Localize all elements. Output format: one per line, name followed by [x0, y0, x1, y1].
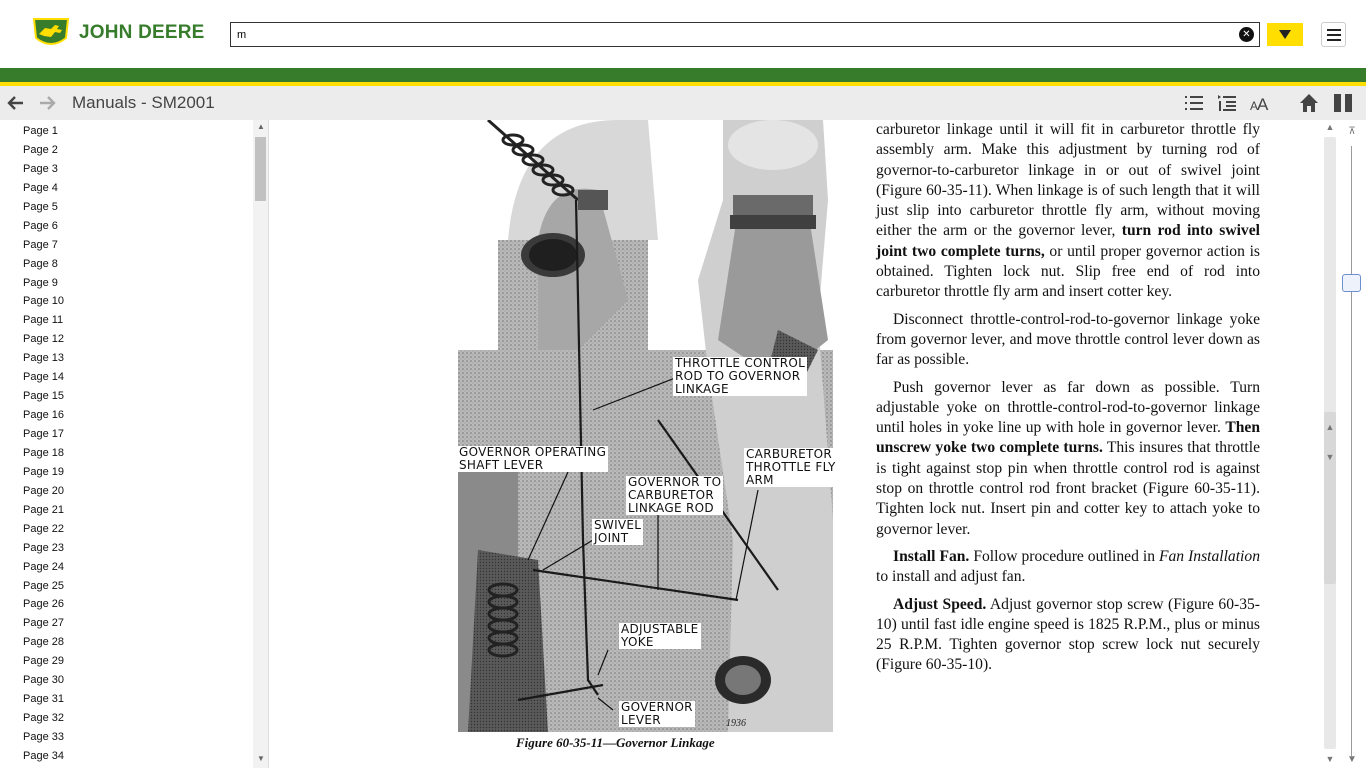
slider-top-icon[interactable]: ⊼ — [1348, 126, 1356, 137]
search-input[interactable] — [231, 23, 1231, 46]
page-list-item[interactable]: Page 26 — [23, 598, 64, 611]
toolbar — [0, 86, 1366, 120]
page-list-item[interactable]: Page 5 — [23, 200, 58, 213]
search-options-button[interactable] — [1267, 23, 1303, 46]
page-list-item[interactable]: Page 23 — [23, 541, 64, 554]
breadcrumb: Manuals - SM2001 — [72, 93, 215, 112]
slider-bottom-icon[interactable]: ▼ — [1347, 754, 1357, 765]
arrow-left-icon[interactable] — [7, 94, 25, 112]
page-list-item[interactable]: Page 27 — [23, 617, 64, 630]
page-list-item[interactable]: Page 22 — [23, 522, 64, 535]
page-list-item[interactable]: Page 33 — [23, 731, 64, 743]
sidebar-scrollbar[interactable] — [253, 120, 269, 768]
paragraph: Disconnect throttle-control-rod-to-governor linkage yoke from governor lever, and move throttle control lever down as far as possible. — [876, 310, 1260, 369]
scroll-up-icon[interactable]: ▲ — [1325, 122, 1335, 132]
manual-text — [876, 120, 1260, 683]
page-list-item[interactable]: Page 24 — [23, 560, 64, 573]
sidebar-scroll-thumb[interactable] — [255, 137, 266, 201]
scroll-down-icon[interactable]: ▼ — [257, 754, 265, 763]
paragraph: Install Fan. Follow procedure outlined in Fan Installation to install and adjust fan. — [876, 547, 1260, 586]
document-scrollbar[interactable] — [1320, 120, 1366, 768]
pause-icon[interactable] — [1333, 93, 1353, 113]
list-icon[interactable] — [1184, 93, 1204, 113]
deer-logo-icon — [31, 16, 71, 50]
scroll-down-icon[interactable]: ▼ — [1325, 754, 1335, 764]
page-list-item[interactable]: Page 14 — [23, 371, 64, 384]
scroll-thumb[interactable] — [1324, 412, 1336, 584]
main-menu-button[interactable] — [1321, 22, 1346, 47]
brand-name: JOHN DEERE — [79, 22, 205, 43]
page-list-item[interactable]: Page 3 — [23, 162, 58, 175]
page-list-item[interactable]: Page 15 — [23, 390, 64, 403]
label-swivel-joint: SWIVEL JOINT — [594, 518, 642, 545]
hamburger-icon — [1327, 29, 1341, 41]
page-list-item[interactable]: Page 17 — [23, 428, 64, 440]
page-list-item[interactable]: Page 28 — [23, 636, 64, 649]
page-list-item[interactable]: Page 12 — [23, 333, 64, 346]
page-sidebar — [0, 120, 269, 768]
page-list-item[interactable]: Page 19 — [23, 465, 64, 478]
page-list-item[interactable]: Page 16 — [23, 409, 64, 422]
page-list-item[interactable]: Page 30 — [23, 674, 64, 687]
page-list-item[interactable]: Page 21 — [23, 503, 64, 516]
page-list-item[interactable]: Page 18 — [23, 446, 64, 459]
font-size-icon[interactable] — [1250, 93, 1270, 113]
page-list-item[interactable]: Page 9 — [23, 276, 58, 289]
header-green-stripe — [0, 68, 1366, 82]
page-list-item[interactable]: Page 2 — [23, 143, 58, 156]
page-slider-track — [1351, 146, 1352, 756]
arrow-right-icon[interactable] — [38, 94, 56, 112]
toc-icon[interactable] — [1217, 93, 1237, 113]
john-deere-logo[interactable] — [31, 16, 205, 50]
scroll-up-small-icon[interactable]: ▲ — [1325, 422, 1335, 432]
svg-text:A: A — [1250, 99, 1259, 113]
page-list-item[interactable]: Page 7 — [23, 238, 58, 251]
search-box — [230, 22, 1260, 47]
clear-icon[interactable]: ✕ — [1239, 27, 1254, 42]
page-list — [23, 123, 64, 767]
paragraph: Adjust Speed. Adjust governor stop screw (Figure 60-35-10) until fast idle engine speed is 1825 R.P.M., plus or minus 25 R.P.M. Tighten governor stop screw lock nut securely (Figure 60-35-10). — [876, 595, 1261, 674]
document-viewer — [270, 120, 1320, 768]
figure-caption: Figure 60-35-11—Governor Linkage — [516, 735, 715, 750]
page-list-item[interactable]: Page 10 — [23, 295, 64, 308]
page-list-item[interactable]: Page 4 — [23, 181, 58, 194]
page-list-item[interactable]: Page 25 — [23, 579, 64, 592]
page-list-item[interactable]: Page 1 — [23, 125, 58, 137]
page-slider-handle[interactable] — [1342, 274, 1361, 292]
app-header — [0, 0, 1366, 68]
scroll-up-icon[interactable]: ▲ — [257, 122, 265, 131]
scroll-down-small-icon[interactable]: ▼ — [1325, 452, 1335, 462]
page-list-item[interactable]: Page 8 — [23, 257, 58, 270]
figure-number: 1936 — [726, 718, 746, 729]
label-carburetor-arm: CARBURETOR THROTTLE FLY ARM — [746, 447, 836, 487]
page-list-item[interactable]: Page 11 — [23, 314, 64, 327]
home-icon[interactable] — [1299, 93, 1319, 113]
page-list-item[interactable]: Page 34 — [23, 749, 64, 762]
label-governor-shaft-lever: GOVERNOR OPERATING SHAFT LEVER — [459, 445, 607, 472]
label-governor-carburetor-rod: GOVERNOR TO CARBURETOR LINKAGE ROD — [628, 475, 722, 515]
page-list-item[interactable]: Page 29 — [23, 655, 64, 668]
label-throttle-control-rod: THROTTLE CONTROL ROD TO GOVERNOR LINKAGE — [675, 356, 806, 396]
page-list-item[interactable]: Page 32 — [23, 712, 64, 725]
paragraph: carburetor linkage until it will fit in carburetor throttle fly assembly arm. Make this adjustment by turning rod of governor-to-carburetor linkage in or out of swivel joint (Figure 60-35-11). When linkage is of such length that it will just slip into carburetor throttle fly arm, without moving either the arm or the governor lever, turn rod into swivel joint two complete turns, or until proper governor action is obtained. Tighten lock nut. Slip free end of rod into carburetor throttle fly arm and insert cotter key. — [876, 121, 1260, 301]
svg-text:A: A — [1257, 95, 1269, 113]
label-governor-lever: GOVERNOR LEVER — [621, 700, 693, 727]
label-adjustable-yoke: ADJUSTABLE YOKE — [621, 622, 699, 649]
page-list-item[interactable]: Page 6 — [23, 219, 58, 232]
paragraph: Push governor lever as far down as possible. Turn adjustable yoke on throttle-control-rod-to-governor linkage until holes in yoke line up with hole in governor lever. Then unscrew yoke two complete turns. This insures that throttle is tight against stop pin when throttle control rod is against stop on throttle control rod front bracket (Figure 60-35-11). Tighten lock nut. Insert pin and cotter key to attach yoke to governor lever. — [876, 378, 1260, 538]
page-list-item[interactable]: Page 31 — [23, 693, 64, 706]
page-list-item[interactable]: Page 20 — [23, 484, 64, 497]
page-list-item[interactable]: Page 13 — [23, 352, 64, 365]
triangle-down-icon — [1279, 30, 1291, 39]
